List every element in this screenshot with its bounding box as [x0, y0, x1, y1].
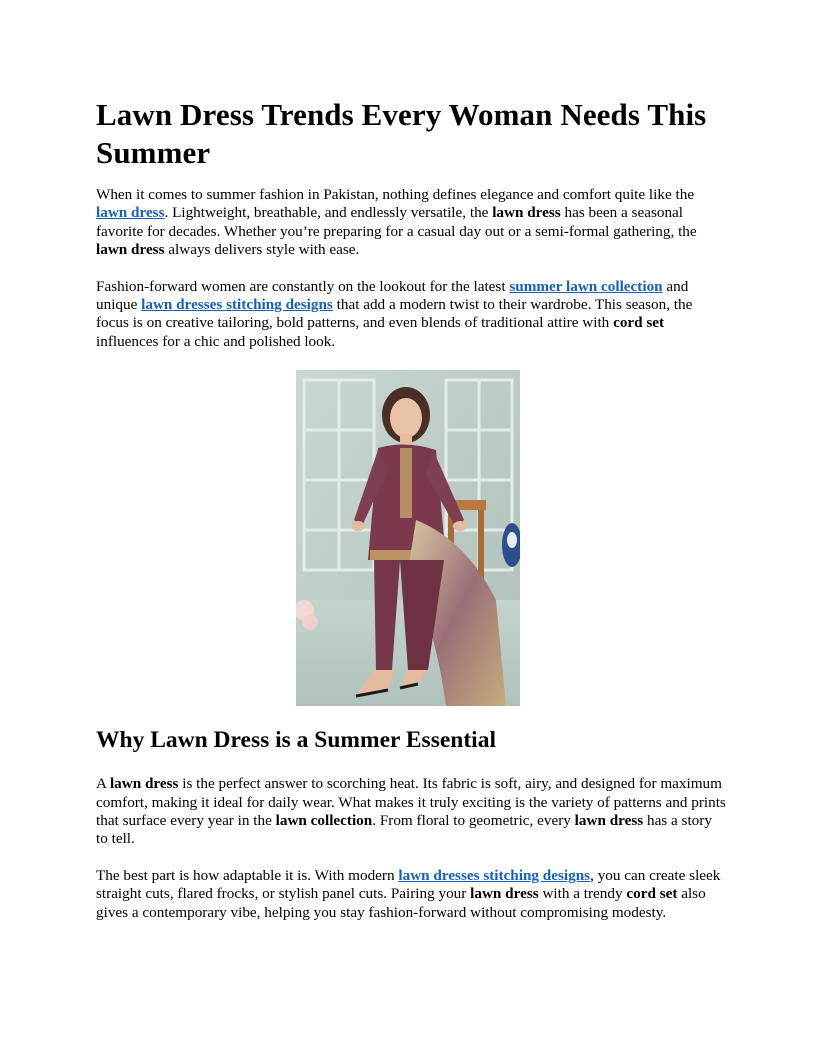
text-run: also gives a contemporary vibe, helping you stay fashion-forward without compromising modesty. — [96, 885, 706, 921]
page-title: Lawn Dress Trends Every Woman Needs This Summer — [96, 97, 707, 170]
summer-lawn-collection-link[interactable]: summer lawn collection — [509, 277, 663, 295]
bold-text: lawn dress — [492, 204, 561, 222]
text-run: . Lightweight, breathable, and endlessly versatile, the — [164, 204, 493, 222]
bold-text: lawn collection — [275, 812, 373, 830]
text-run: , you can create sleek straight cuts, flared frocks, or stylish panel cuts. Pairing your — [96, 866, 721, 903]
intro-paragraph — [96, 186, 726, 260]
text-run: and unique — [96, 277, 689, 314]
lawn-dress-link[interactable]: lawn dress — [96, 204, 165, 222]
document-page — [96, 96, 726, 922]
photo-illustration — [296, 370, 520, 706]
text-run: Fashion-forward women are constantly on the lookout for the latest — [96, 277, 510, 295]
essential-paragraph — [96, 775, 726, 849]
section-heading: Why Lawn Dress is a Summer Essential — [96, 727, 496, 754]
text-run: has a story to tell. — [96, 812, 712, 848]
text-run: is the perfect answer to scorching heat. Its fabric is soft, airy, and designed for maximum comfort, making it ideal for daily wear. What makes it truly exciting is the variety of patterns and prints that surface every year in the — [96, 775, 726, 830]
text-run: with a trendy — [538, 885, 627, 903]
bold-text: cord set — [626, 885, 678, 903]
text-run: influences for a chic and polished look. — [96, 332, 336, 350]
bold-text: lawn dress — [96, 241, 165, 259]
text-run: that add a modern twist to their wardrobe. This season, the focus is on creative tailoring, bold patterns, and even blends of traditional attire with — [96, 296, 693, 332]
text-run: . From floral to geometric, every — [372, 812, 575, 830]
adaptable-paragraph — [96, 867, 726, 922]
text-run: When it comes to summer fashion in Pakistan, nothing defines elegance and comfort quite like the — [96, 186, 695, 203]
stitching-designs-link[interactable]: lawn dresses stitching designs — [141, 296, 333, 314]
stitching-designs-link[interactable]: lawn dresses stitching designs — [398, 866, 591, 884]
text-run: A — [96, 775, 110, 793]
bold-text: cord set — [613, 314, 665, 332]
lawn-dress-photo — [296, 370, 520, 706]
collection-paragraph — [96, 278, 726, 352]
text-run: has been a seasonal favorite for decades. Whether you’re preparing for a casual day out or a semi-formal gathering, the — [96, 204, 697, 240]
bold-text: lawn dress — [574, 812, 644, 830]
text-run: The best part is how adaptable it is. With modern — [96, 866, 399, 884]
bold-text: lawn dress — [109, 775, 179, 793]
bold-text: lawn dress — [470, 885, 539, 903]
text-run: always delivers style with ease. — [164, 241, 360, 259]
